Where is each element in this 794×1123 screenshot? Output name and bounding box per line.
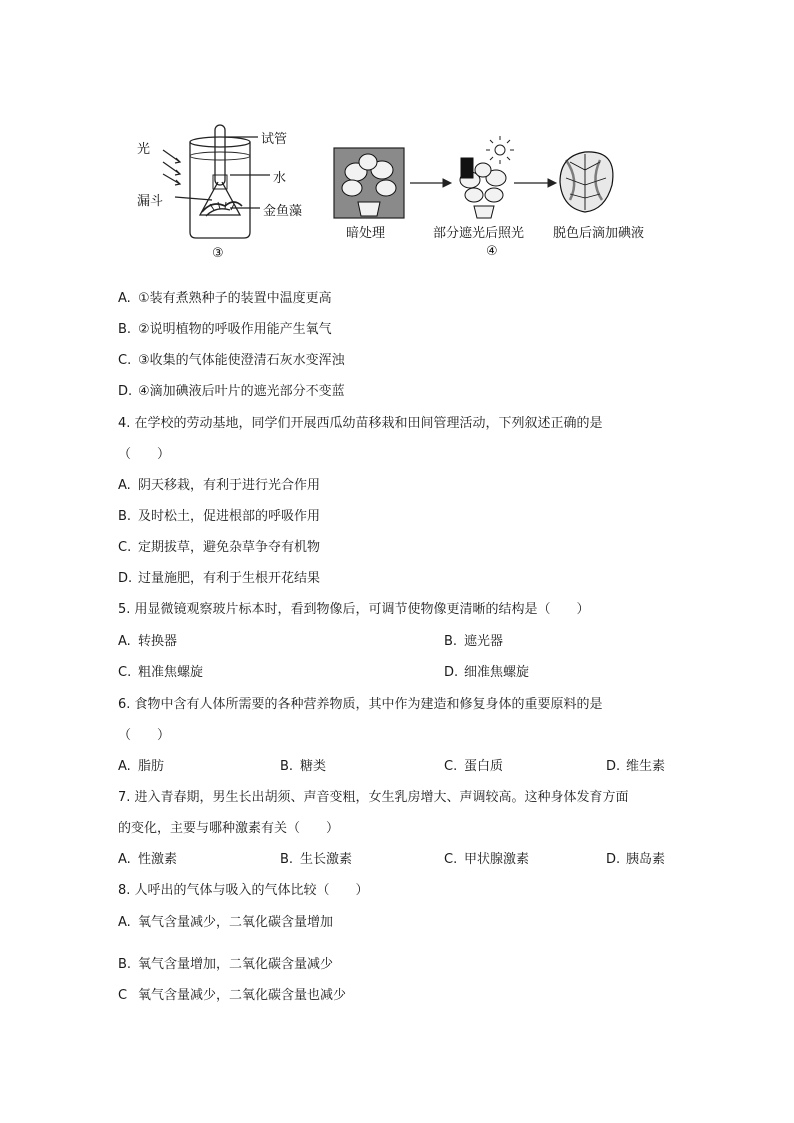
q5-option-c: C. 粗准焦螺旋	[118, 665, 204, 680]
water-label: 水	[273, 171, 287, 186]
q6-option-b: B. 糖类	[280, 759, 327, 774]
sun-icon	[486, 136, 514, 164]
q4-stem: 4. 在学校的劳动基地，同学们开展西瓜幼苗移栽和田间管理活动，下列叙述正确的是	[118, 416, 603, 431]
light-label: 光	[137, 142, 151, 157]
shade-light-label: 部分遮光后照光	[433, 226, 525, 241]
q5-stem: 5. 用显微镜观察玻片标本时，看到物像后，可调节使物像更清晰的结构是（ ）	[118, 602, 590, 617]
iodine-label: 脱色后滴加碘液	[553, 226, 645, 241]
shaded-plant	[460, 158, 506, 218]
leaf	[560, 152, 613, 212]
dark-box	[334, 148, 404, 218]
q3-option-b: B. ②说明植物的呼吸作用能产生氧气	[118, 322, 332, 337]
q8-option-b: B. 氧气含量增加，二氧化碳含量减少	[118, 957, 334, 972]
q4-option-c: C. 定期拔草，避免杂草争夺有机物	[118, 540, 321, 555]
q5-option-b: B. 遮光器	[444, 634, 504, 649]
funnel-label: 漏斗	[137, 194, 164, 209]
q3-option-a: A. ①装有煮熟种子的装置中温度更高	[118, 291, 332, 306]
figure-3-number: ③	[212, 246, 224, 261]
q5-option-a: A. 转换器	[118, 634, 178, 649]
experiment-figure	[130, 120, 670, 265]
q6-option-c: C. 蛋白质	[444, 759, 504, 774]
q3-option-c: C. ③收集的气体能使澄清石灰水变浑浊	[118, 353, 345, 368]
q4-option-b: B. 及时松土，促进根部的呼吸作用	[118, 509, 321, 524]
q6-option-a: A. 脂肪	[118, 759, 165, 774]
q4-paren: （ ）	[118, 447, 171, 462]
arrow-to-shade	[410, 179, 451, 187]
q7-option-b: B. 生长激素	[280, 852, 353, 867]
q8-stem: 8. 人呼出的气体与吸入的气体比较（ ）	[118, 883, 369, 898]
arrow-to-leaf	[514, 179, 556, 187]
q4-option-d: D. 过量施肥，有利于生根开花结果	[118, 571, 321, 586]
q8-option-c: C 氧气含量减少，二氧化碳含量也减少	[118, 988, 347, 1003]
q8-option-a: A. 氧气含量减少，二氧化碳含量增加	[118, 915, 334, 930]
q6-stem: 6. 食物中含有人体所需要的各种营养物质，其中作为建造和修复身体的重要原料的是	[118, 697, 603, 712]
q7-stem-cont: 的变化，主要与哪种激素有关（ ）	[118, 821, 340, 836]
q7-stem: 7. 进入青春期，男生长出胡须、声音变粗，女生乳房增大、声调较高。这种身体发育方面	[118, 790, 629, 805]
q5-option-d: D. 细准焦螺旋	[444, 665, 530, 680]
beaker-apparatus	[163, 125, 270, 238]
q7-option-c: C. 甲状腺激素	[444, 852, 530, 867]
dark-treatment-label: 暗处理	[346, 226, 386, 241]
q6-paren: （ ）	[118, 728, 171, 743]
q7-option-d: D. 胰岛素	[606, 852, 666, 867]
q3-option-d: D. ④滴加碘液后叶片的遮光部分不变蓝	[118, 384, 345, 399]
figure-4-number: ④	[486, 244, 498, 259]
test-tube-label: 试管	[261, 132, 288, 147]
q4-option-a: A. 阴天移栽，有利于进行光合作用	[118, 478, 321, 493]
waterweed-label: 金鱼藻	[263, 204, 303, 219]
q6-option-d: D. 维生素	[606, 759, 666, 774]
experiment-diagram	[130, 120, 670, 265]
q7-option-a: A. 性激素	[118, 852, 178, 867]
